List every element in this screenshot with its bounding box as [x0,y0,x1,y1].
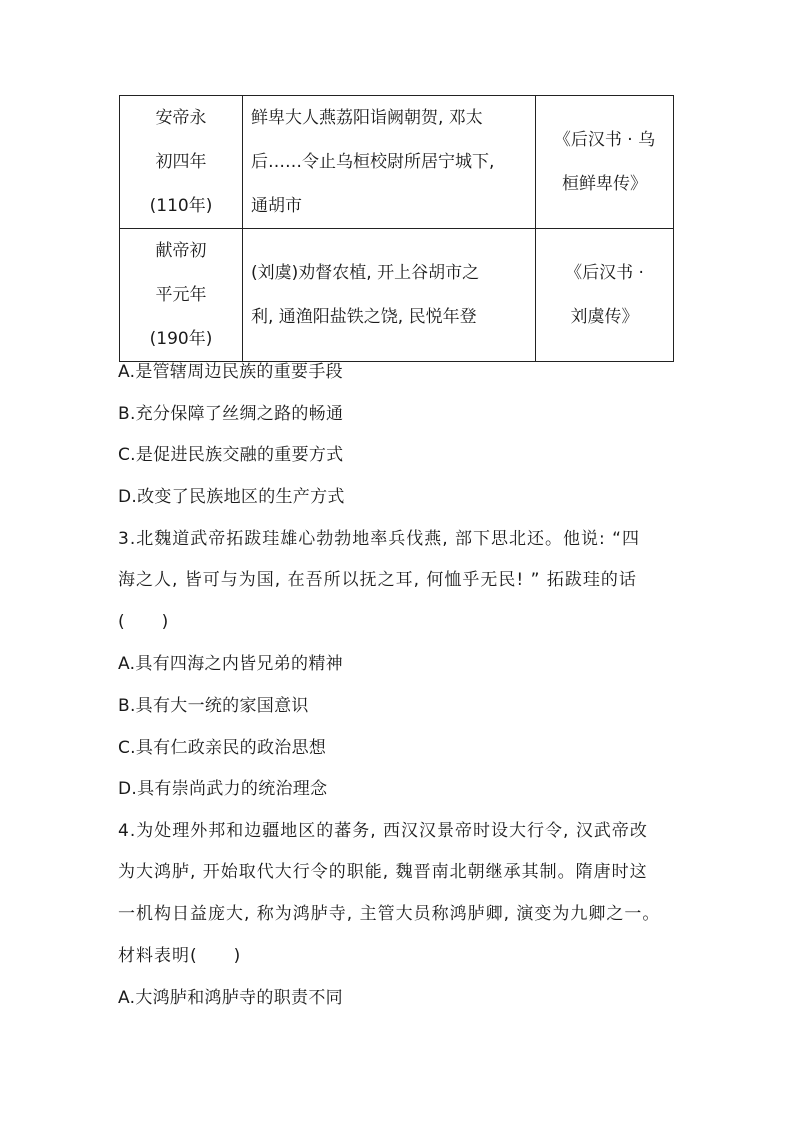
cell-line: (110年) [149,196,213,216]
q3-answer-bracket: ( ) [118,612,170,632]
table-cell-time [120,96,243,229]
q4-stem-line: 为大鸿胪, 开始取代大行令的职能, 魏晋南北朝继承其制。隋唐时这 [118,862,648,882]
q2-option-c: C.是促进民族交融的重要方式 [118,445,344,465]
cell-line: 通胡市 [251,196,302,216]
q2-option-b: B.充分保障了丝绸之路的畅通 [118,404,344,424]
history-table [119,95,674,362]
cell-line: 安帝永 [155,108,207,128]
cell-line: 利, 通渔阳盐铁之饶, 民悦年登 [251,307,477,327]
q4-stem-line: 一机构日益庞大, 称为鸿胪寺, 主管大员称鸿胪卿, 演变为九卿之一。 [118,904,661,924]
cell-line: (190年) [149,329,213,349]
cell-line: 后……令止乌桓校尉所居宁城下, [251,152,495,172]
cell-line: 平元年 [155,285,207,305]
q3-option-b: B.具有大一统的家国意识 [118,696,309,716]
table-row [120,96,674,229]
cell-line: 桓鲜卑传》 [562,174,647,194]
q2-option-d: D.改变了民族地区的生产方式 [118,487,345,507]
table-cell-record [243,96,536,229]
q3-option-a: A.具有四海之内皆兄弟的精神 [118,654,343,674]
table-cell-record [243,229,536,362]
q4-stem-line: 4.为处理外邦和边疆地区的蕃务, 西汉汉景帝时设大行令, 汉武帝改 [118,821,648,841]
q4-option-a: A.大鸿胪和鸿胪寺的职责不同 [118,988,343,1008]
table-cell-time [120,229,243,362]
cell-line: 鲜卑大人燕荔阳诣阙朝贺, 邓太 [251,108,483,128]
q3-option-c: C.具有仁政亲民的政治思想 [118,738,327,758]
table-cell-source [536,96,674,229]
q3-stem-line: 3.北魏道武帝拓跋珪雄心勃勃地率兵伐燕, 部下思北还。他说: “四 [118,529,640,549]
table-row [120,229,674,362]
table-cell-source [536,229,674,362]
cell-line: 初四年 [155,152,207,172]
cell-line: (刘虞)劝督农植, 开上谷胡市之 [251,263,480,283]
q3-option-d: D.具有崇尚武力的统治理念 [118,779,328,799]
cell-line: 《后汉书 · [565,263,644,283]
q4-stem-line: 材料表明( ) [118,946,242,966]
cell-line: 献帝初 [155,241,207,261]
cell-line: 《后汉书 · 乌 [553,130,656,150]
q2-option-a: A.是管辖周边民族的重要手段 [118,362,343,382]
cell-line: 刘虞传》 [570,307,639,327]
q3-stem-line: 海之人, 皆可与为国, 在吾所以抚之耳, 何恤乎无民! ” 拓跋珪的话 [118,570,637,590]
